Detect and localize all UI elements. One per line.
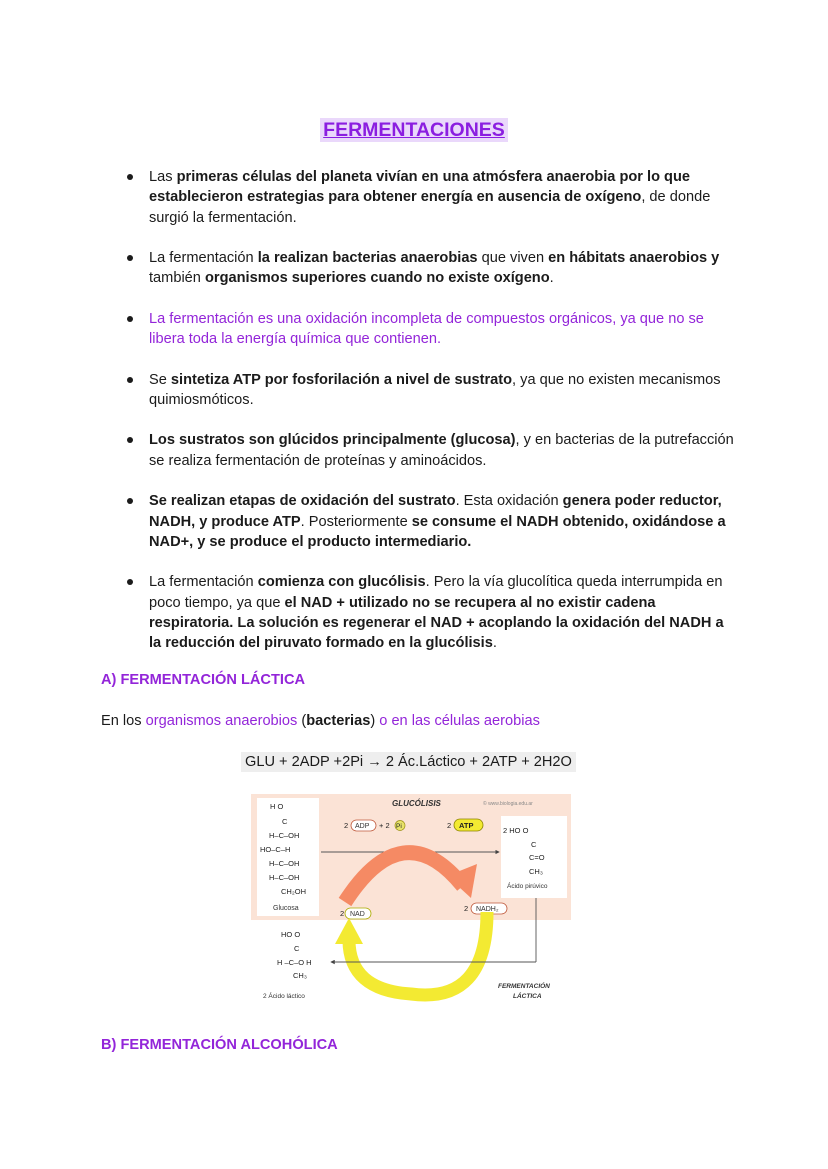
pyruvate-line: C=O — [529, 853, 545, 862]
bullet-text-segment: el NAD + utilizado no se recupera al no existir cadena respiratoria. La solución es regenerar el NAD + acoplando la oxidación del NADH a la reducción del piruvato formado en la glucólisis — [149, 594, 724, 652]
bullet-text-segment: sintetiza ATP por fosforilación a nivel de sustrato — [170, 371, 513, 388]
bullet-text-segment: Las — [149, 169, 177, 185]
atp-label: ATP — [459, 821, 474, 830]
glucose-line: H–C–OH — [269, 873, 300, 882]
section-heading-lactica: A) FERMENTACIÓN LÁCTICA — [101, 672, 306, 688]
glucose-box — [257, 798, 319, 916]
equation: GLU + 2ADP +2Pi → 2 Ác.Láctico + 2ATP + 2H2O — [241, 752, 576, 772]
bullet-text-segment: , ya que no existen mecanismos quimiosmóticos. — [149, 371, 721, 408]
bullet-text-segment: La fermentación es una oxidación incompleta de compuestos orgánicos, ya que no se libera toda la energía química que contienen — [149, 310, 704, 348]
nadh-label: NADH₂ — [476, 906, 499, 913]
intro-paragraph — [101, 713, 540, 729]
nadh-coefficient: 2 — [464, 904, 469, 913]
yellow-arrowhead — [335, 918, 363, 944]
bullet-text-segment: Los sustratos son glúcidos principalmente (glucosa) — [149, 432, 516, 449]
fermentation-label-1: FERMENTACIÓN — [498, 983, 550, 990]
diagram-title: GLUCÓLISIS — [392, 799, 441, 808]
fermentation-label-2: LÁCTICA — [513, 993, 542, 1000]
bullet-text-segment: La fermentación — [149, 574, 258, 591]
intro-text-2: organismos anaerobios — [145, 713, 298, 729]
lactic-fermentation-diagram — [251, 794, 571, 1008]
bullet-list — [149, 167, 739, 674]
bullet-text-segment: . — [437, 331, 442, 348]
bullet-text-segment: se consume el NADH obtenido, oxidándose a NAD+, y se produce el producto intermediario. — [149, 513, 726, 550]
nad-label: NAD — [350, 911, 365, 918]
adp-label: ADP — [355, 823, 370, 830]
intro-text-6: o en las células aerobias — [375, 713, 540, 729]
bullet-item — [149, 430, 739, 471]
intro-text-4: bacterias — [306, 713, 371, 729]
intro-text-5: ) — [370, 713, 376, 729]
bullet-text-segment: también — [149, 270, 205, 287]
bullet-item — [149, 491, 739, 552]
glucose-line: HO–C–H — [260, 845, 291, 854]
glucose-line: H O — [270, 802, 284, 811]
bullet-text-segment: , y en bacterias de la putrefacción se realiza fermentación de proteínas y aminoácidos. — [149, 432, 734, 469]
bullet-item — [149, 370, 739, 411]
bullet-text-segment: Se realizan etapas de oxidación del sustrato — [149, 493, 456, 510]
bullet-text-segment: . Esta oxidación — [455, 493, 563, 510]
bullet-text-segment: . Pero la vía glucolítica queda interrumpida en poco tiempo, ya que — [149, 574, 723, 611]
diagram-credit: © www.biologia.edu.ar — [483, 801, 533, 807]
bullet-text-segment: . — [492, 635, 497, 652]
section-heading-alcoholica: B) FERMENTACIÓN ALCOHÓLICA — [101, 1037, 338, 1053]
nad-coefficient: 2 — [340, 909, 345, 918]
pyruvate-label: Ácido pirúvico — [507, 883, 548, 890]
bullet-text-segment: primeras células del planeta vivían en una atmósfera anaerobia por lo que establecieron estrategias para obtener energía en ausencia de oxígeno — [149, 169, 690, 206]
bullet-text-segment: organismos superiores cuando no existe oxígeno — [204, 270, 550, 287]
intro-text-1: En los — [101, 713, 146, 729]
bullet-text-segment: . Posteriormente — [300, 513, 412, 530]
lactic-line: C — [294, 944, 300, 953]
pyruvate-line: CH₃ — [529, 867, 543, 876]
page-title — [0, 119, 828, 142]
glucose-line: CH₂OH — [281, 887, 306, 896]
plus-two: + 2 — [379, 821, 390, 830]
page-title-text: FERMENTACIONES — [320, 118, 508, 142]
atp-coefficient: 2 — [447, 821, 452, 830]
intro-text-3: ( — [297, 713, 307, 729]
bullet-text-segment: . — [549, 270, 554, 287]
bullet-item — [149, 248, 739, 289]
bullet-text-segment: La fermentación — [149, 250, 258, 267]
lactic-line: CH₃ — [293, 971, 307, 980]
adp-coefficient: 2 — [344, 821, 349, 830]
glucose-line: H–C–OH — [269, 831, 300, 840]
bullet-text-segment: la realizan bacterias anaerobias — [257, 250, 478, 267]
bullet-item — [149, 167, 739, 228]
lactic-acid-formula — [277, 930, 312, 980]
glucose-line: C — [282, 817, 288, 826]
lactic-line: H –C–O H — [277, 958, 312, 967]
lactic-line: HO O — [281, 930, 301, 939]
pyruvate-line: 2 HO O — [503, 826, 529, 835]
glucose-label: Glucosa — [273, 905, 299, 912]
bullet-text-segment: comienza con glucólisis — [257, 574, 426, 591]
pi-label: Pi — [396, 823, 402, 830]
pyruvate-line: C — [531, 840, 537, 849]
lactic-acid-label: 2 Ácido láctico — [263, 993, 305, 1000]
bullet-item — [149, 309, 739, 350]
bullet-text-segment: en hábitats anaerobios y — [548, 250, 720, 267]
yellow-cycle-arrow — [349, 912, 487, 995]
bullet-text-segment: , de donde surgió la fermentación. — [149, 189, 711, 226]
bullet-item — [149, 572, 739, 653]
bullet-text-segment: genera poder reductor, NADH, y produce ATP — [149, 493, 722, 530]
bullet-text-segment: que viven — [477, 250, 549, 267]
bullet-text-segment: Se — [149, 371, 171, 388]
glucose-line: H–C–OH — [269, 859, 300, 868]
